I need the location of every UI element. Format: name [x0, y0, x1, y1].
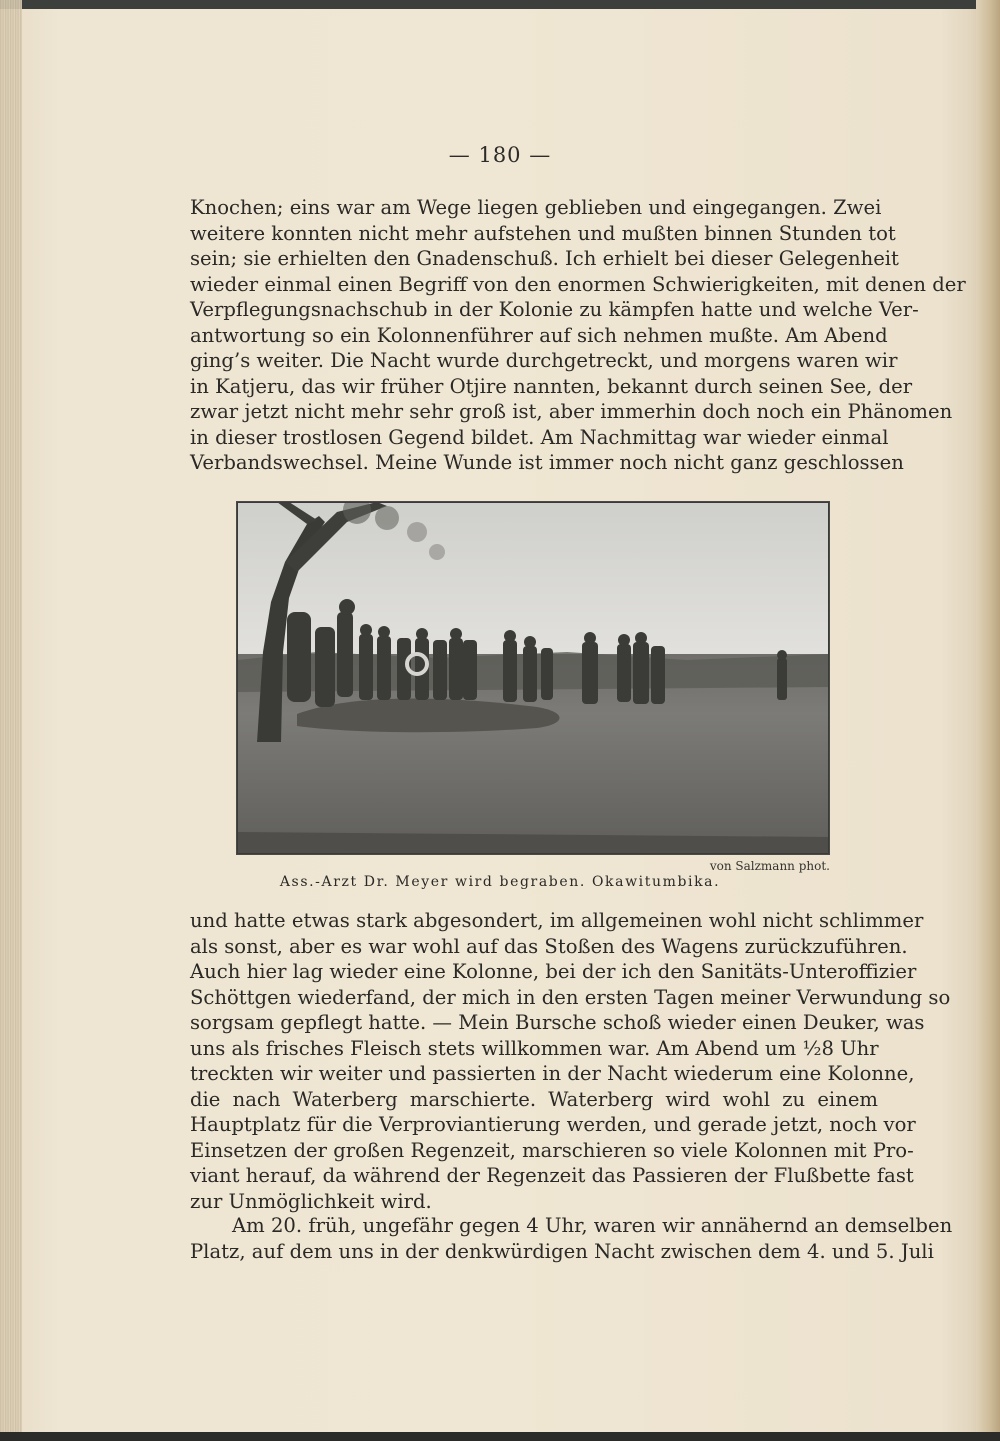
page-number: — 180 —	[448, 143, 552, 167]
scan-bottom-border	[0, 1432, 1000, 1441]
text-line: uns als frisches Fleisch stets willkommen war. Am Abend um ½8 Uhr	[190, 1036, 879, 1060]
text-line: die nach Waterberg marschierte. Waterberg wird wohl zu einem	[190, 1087, 878, 1111]
photo-credit: von Salzmann phot.	[709, 859, 830, 873]
paragraph-2	[190, 908, 951, 1214]
text-line: wieder einmal einen Begriff von den enormen Schwierigkeiten, mit denen der	[190, 272, 966, 296]
photograph-image	[237, 502, 829, 854]
text-line: Verpflegungsnachschub in der Kolonie zu kämpfen hatte und welche Ver-	[190, 298, 919, 321]
paragraph-3	[190, 1213, 953, 1264]
text-line: antwortung so ein Kolonnenführer auf sich nehmen mußte. Am Abend	[190, 323, 888, 347]
text-line: weitere konnten nicht mehr aufstehen und mußten binnen Stunden tot	[190, 221, 896, 245]
text-line: Verbandswechsel. Meine Wunde ist immer noch nicht ganz geschlossen	[190, 451, 904, 474]
text-line: zur Unmöglichkeit wird.	[190, 1189, 432, 1213]
text-line: zwar jetzt nicht mehr sehr groß ist, aber immerhin doch noch ein Phänomen	[190, 400, 953, 423]
text-line: treckten wir weiter und passierten in der Nacht wiederum eine Kolonne,	[190, 1062, 915, 1085]
text-line: sorgsam gepflegt hatte. — Mein Bursche schoß wieder einen Deuker, was	[190, 1011, 925, 1034]
text-line: viant herauf, da während der Regenzeit das Passieren der Flußbette fast	[190, 1164, 914, 1187]
text-line: Schöttgen wiederfand, der mich in den ersten Tagen meiner Verwundung so	[190, 985, 951, 1009]
text-line: Einsetzen der großen Regenzeit, marschieren so viele Kolonnen mit Pro-	[190, 1138, 914, 1162]
page-gutter-edge	[0, 0, 22, 1441]
text-line: sein; sie erhielten den Gnadenschuß. Ich erhielt bei dieser Gelegenheit	[190, 247, 899, 270]
text-line: als sonst, aber es war wohl auf das Stoßen des Wagens zurückzuführen.	[190, 934, 908, 958]
text-line: Am 20. früh, ungefähr gegen 4 Uhr, waren wir annähernd an demselben	[232, 1214, 953, 1237]
text-line: Auch hier lag wieder eine Kolonne, bei der ich den Sanitäts-Unteroffizier	[190, 960, 917, 983]
text-line: in dieser trostlosen Gegend bildet. Am Nachmittag war wieder einmal	[190, 425, 889, 449]
paragraph-1	[190, 195, 966, 476]
text-line: ging’s weiter. Die Nacht wurde durchgetreckt, und morgens waren wir	[190, 349, 898, 372]
text-line: Platz, auf dem uns in der denkwürdigen Nacht zwischen dem 4. und 5. Juli	[190, 1239, 934, 1263]
text-line: und hatte etwas stark abgesondert, im allgemeinen wohl nicht schlimmer	[190, 909, 924, 932]
text-line: in Katjeru, das wir früher Otjire nannten, bekannt durch seinen See, der	[190, 374, 913, 398]
photo-caption: Ass.-Arzt Dr. Meyer wird begraben. Okawitumbika.	[279, 874, 721, 890]
text-line: Hauptplatz für die Verproviantierung werden, und gerade jetzt, noch vor	[190, 1113, 916, 1136]
text-line: Knochen; eins war am Wege liegen geblieben und eingegangen. Zwei	[190, 196, 882, 219]
page-right-edge	[976, 0, 1000, 1441]
scan-top-border	[0, 0, 1000, 9]
burial-photograph	[236, 501, 830, 855]
